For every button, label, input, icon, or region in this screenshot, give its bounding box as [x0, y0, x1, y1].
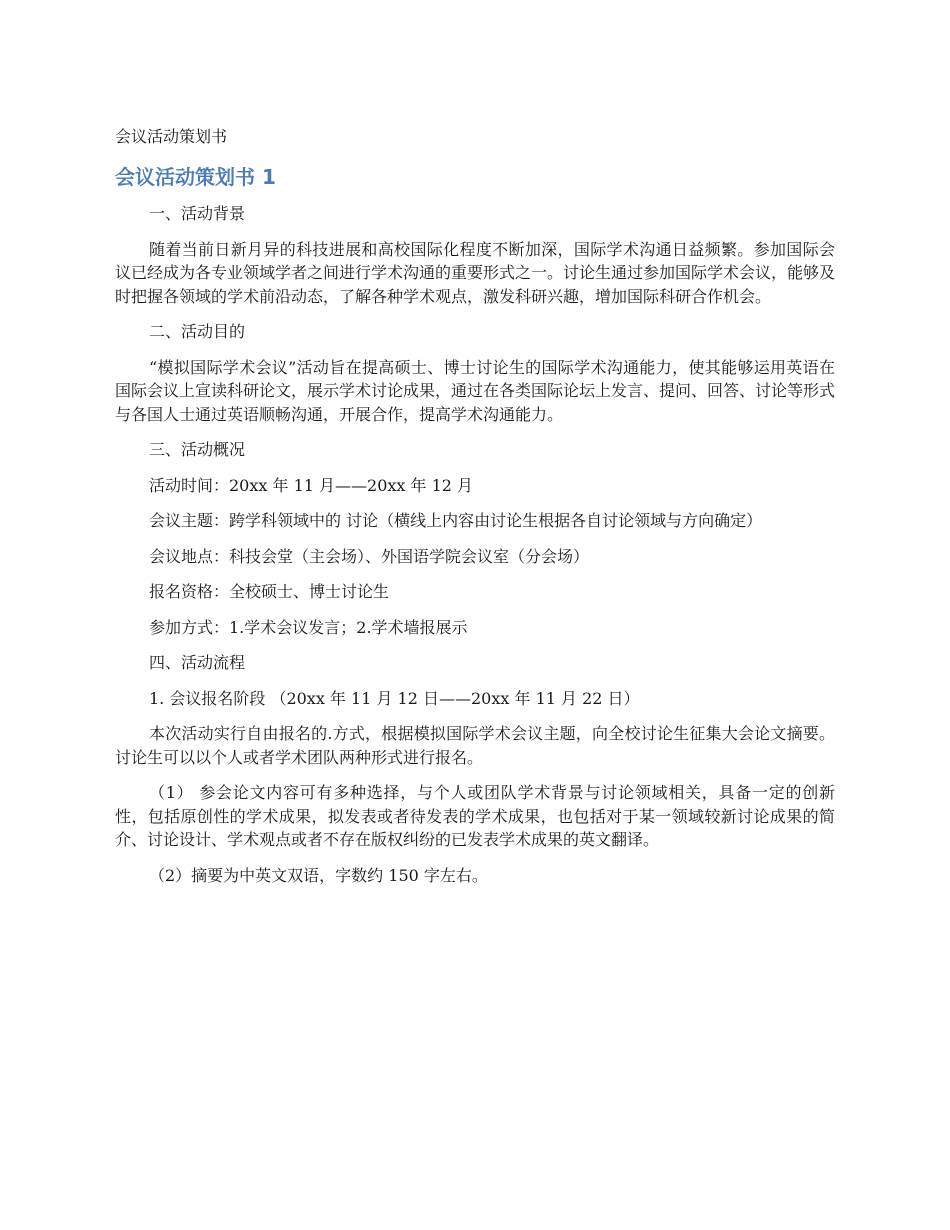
document-heading: 会议活动策划书 1 [115, 165, 276, 189]
document-body [115, 202, 835, 899]
section-heading-purpose: 二、活动目的 [149, 322, 246, 341]
paragraph-registration-details: 本次活动实行自由报名的.方式，根据模拟国际学术会议主题，向全校讨论生征集大会论文摘要。讨论生可以以个人或者学术团队两种形式进行报名。 [115, 724, 835, 767]
document-label: 会议活动策划书 [115, 127, 228, 146]
section-heading-process: 四、活动流程 [149, 653, 246, 672]
paragraph-eligibility: 报名资格：全校硕士、博士讨论生 [149, 582, 390, 601]
paragraph-participation: 参加方式：1.学术会议发言；2.学术墙报展示 [149, 617, 468, 637]
paragraph-purpose: “模拟国际学术会议”活动旨在提高硕士、博士讨论生的国际学术沟通能力，使其能够运用英语在国际会议上宣读科研论文，展示学术讨论成果，通过在各类国际论坛上发言、提问、回答、讨论等形式与各国人士通过英语顺畅沟通，开展合作，提高学术沟通能力。 [115, 357, 836, 424]
section-heading-overview: 三、活动概况 [149, 440, 246, 459]
paragraph-registration-stage: 1. 会议报名阶段 （20xx 年 11 月 12 日——20xx 年 11 月 22 日） [149, 688, 640, 708]
paragraph-venue: 会议地点：科技会堂（主会场）、外国语学院会议室（分会场） [149, 546, 590, 566]
paragraph-background: 随着当前日新月异的科技进展和高校国际化程度不断加深，国际学术沟通日益频繁。参加国际会议已经成为各专业领域学者之间进行学术沟通的重要形式之一。讨论生通过参加国际学术会议，能够及时把握各领域的学术前沿动态，了解各种学术观点，激发科研兴趣，增加国际科研合作机会。 [115, 239, 836, 306]
paragraph-abstract: （2）摘要为中英文双语，字数约 150 字左右。 [149, 865, 488, 885]
paragraph-theme: 会议主题：跨学科领域中的 讨论（横线上内容由讨论生根据各自讨论领域与方向确定） [149, 511, 763, 530]
section-heading-background: 一、活动背景 [149, 204, 246, 223]
paragraph-time: 活动时间：20xx 年 11 月——20xx 年 12 月 [149, 475, 474, 495]
paragraph-paper-content: （1） 参会论文内容可有多种选择，与个人或团队学术背景与讨论领域相关，具备一定的创新性，包括原创性的学术成果，拟发表或者待发表的学术成果，也包括对于某一领域较新讨论成果的简介、讨论设计、学术观点或者不存在版权纠纷的已发表学术成果的英文翻译。 [115, 783, 835, 849]
